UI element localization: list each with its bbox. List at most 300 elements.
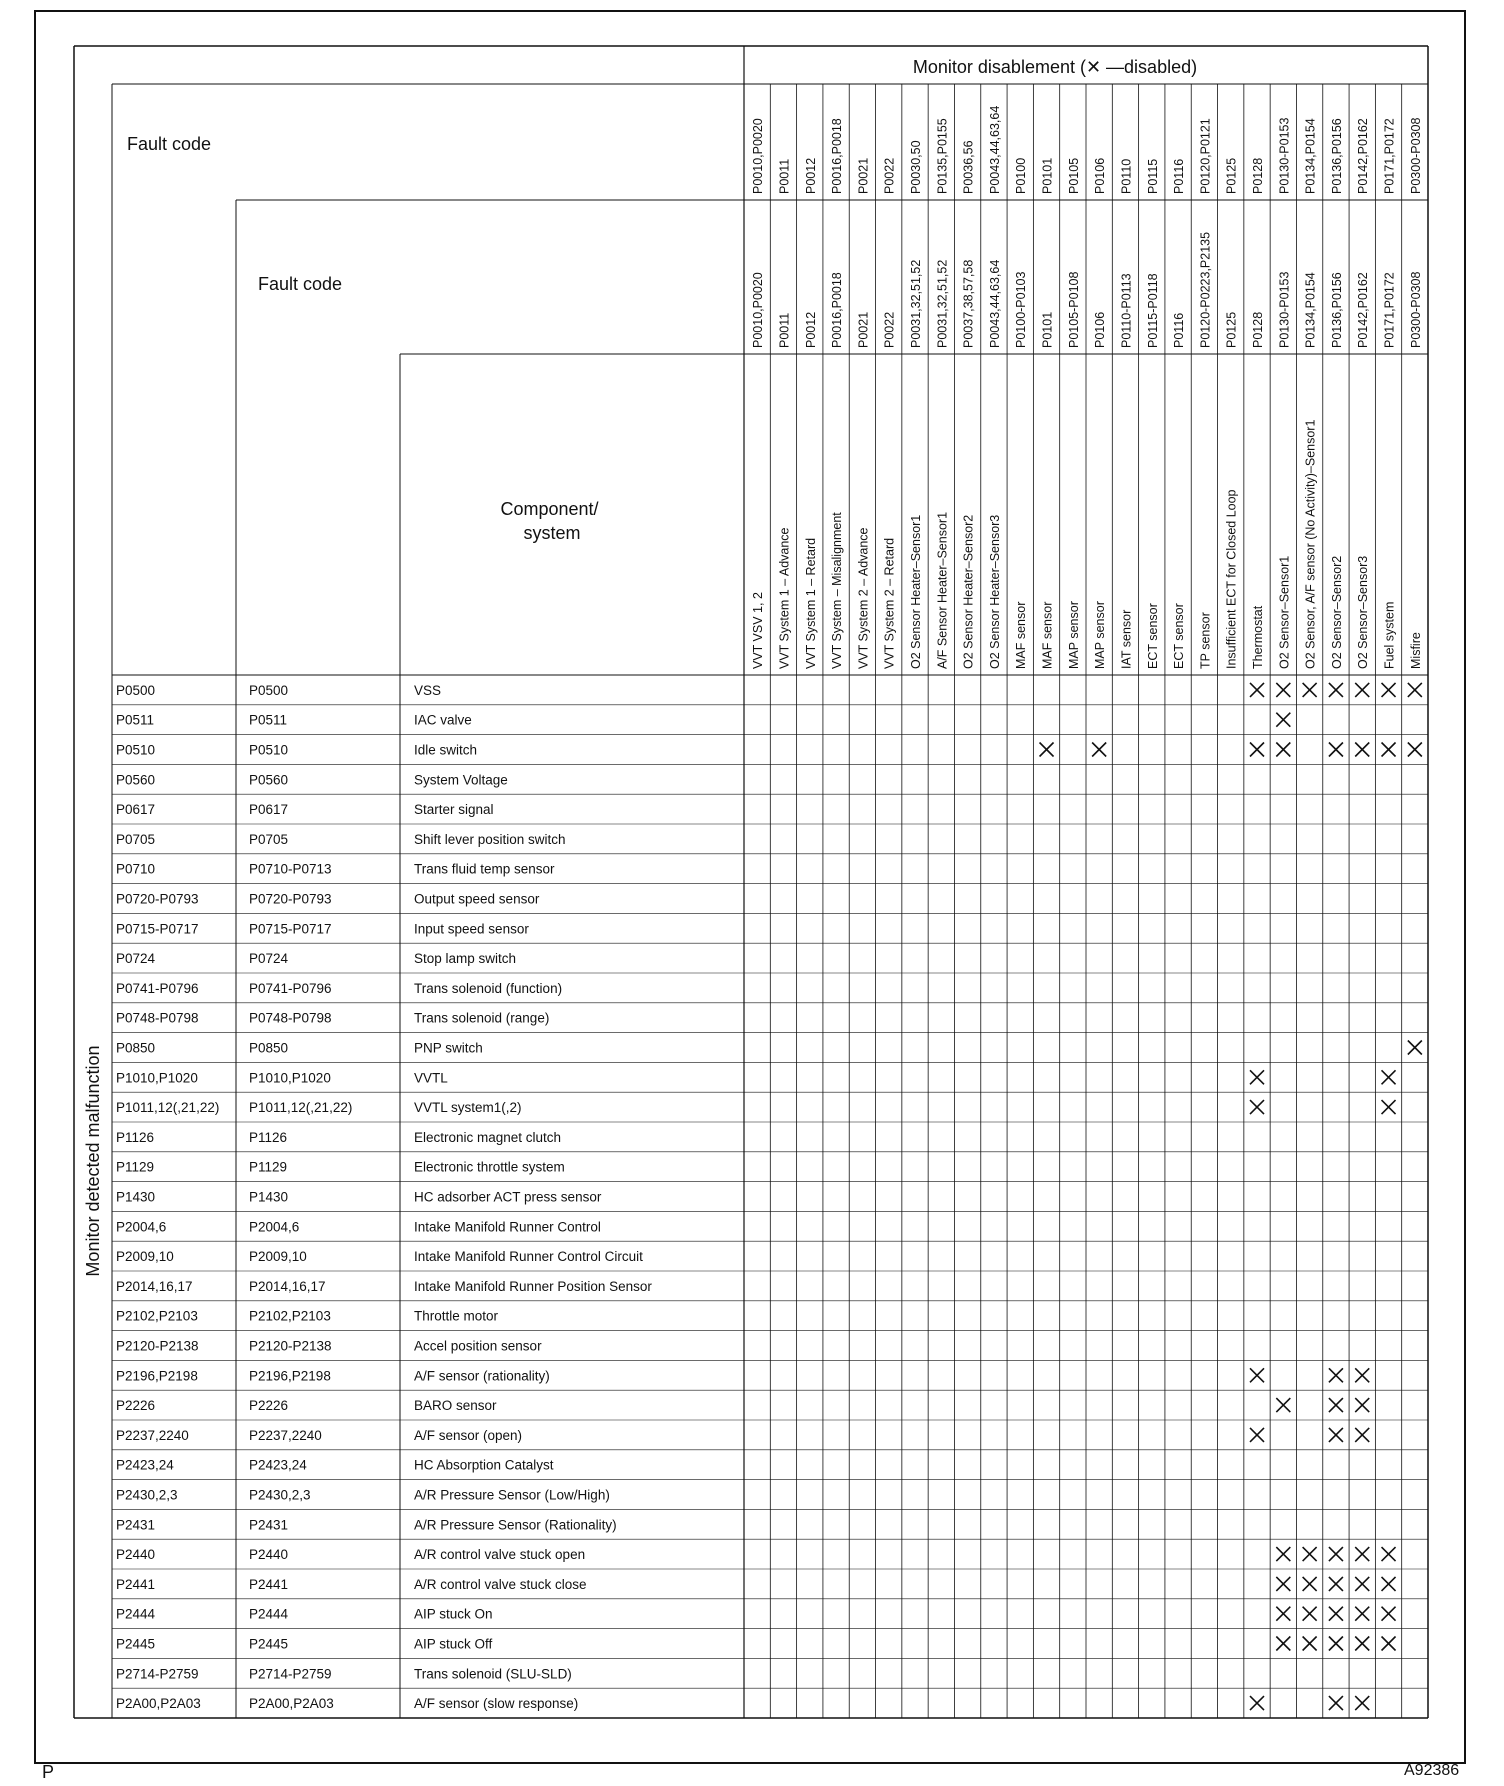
disabled-mark: [1329, 1368, 1343, 1382]
disabled-mark: [1329, 743, 1343, 757]
disabled-mark: [1355, 1637, 1369, 1651]
column-code: P0115: [1145, 158, 1160, 194]
column-component: A/F Sensor Heater–Sensor1: [935, 511, 950, 669]
disabled-mark: [1250, 1696, 1264, 1710]
table-row: [116, 772, 508, 787]
table-row: [116, 892, 540, 907]
column-code-range: P0134,P0154: [1303, 272, 1318, 348]
disabled-mark: [1329, 1428, 1343, 1442]
column-component: O2 Sensor Heater–Sensor1: [909, 514, 923, 669]
table-row: [116, 1190, 602, 1205]
table-row: [116, 1249, 643, 1264]
column-code-range: P0128: [1251, 311, 1265, 348]
row-fault-code: P0510: [116, 742, 156, 758]
row-fault-code: P2226: [116, 1398, 156, 1414]
row-fault-code-range: P0741-P0796: [249, 980, 332, 996]
column-code-range: P0115-P0118: [1145, 273, 1160, 348]
table-row: [116, 1458, 554, 1473]
disabled-mark: [1276, 1577, 1290, 1591]
row-component: Electronic throttle system: [414, 1159, 565, 1175]
row-fault-code: P0500: [116, 682, 156, 698]
column-component: Misfire: [1408, 632, 1423, 669]
column-component: Fuel system: [1382, 601, 1397, 669]
row-component: A/R control valve stuck open: [414, 1547, 586, 1563]
column-code-range: P0125: [1224, 311, 1239, 348]
row-fault-code-range: P1430: [249, 1189, 289, 1205]
table-row: [116, 1130, 561, 1145]
column-component: O2 Sensor Heater–Sensor3: [987, 514, 1002, 669]
column-header: [1119, 159, 1133, 669]
table-rows: [116, 683, 1422, 1711]
row-component: Trans solenoid (SLU-SLD): [414, 1666, 572, 1682]
column-code-range: P0142,P0162: [1356, 272, 1371, 348]
disabled-mark: [1276, 1607, 1290, 1621]
row-fault-code: P2A00,P2A03: [116, 1696, 201, 1712]
disabled-mark: [1382, 1607, 1396, 1621]
column-code: P0101: [1040, 157, 1055, 194]
disabled-mark: [1329, 1547, 1343, 1561]
table-row: [116, 1428, 1369, 1443]
column-code-range: P0106: [1093, 311, 1108, 348]
row-fault-code: P2014,16,17: [116, 1278, 193, 1294]
column-header: [1146, 159, 1160, 669]
figure-id: A92386: [1404, 1762, 1460, 1779]
row-component: A/F sensor (open): [414, 1427, 523, 1443]
row-fault-code-range: P2445: [249, 1636, 289, 1652]
row-fault-code-range: P2430,2,3: [249, 1487, 311, 1503]
disabled-mark: [1276, 1547, 1290, 1561]
disabled-mark: [1250, 1428, 1264, 1442]
column-component: MAP sensor: [1066, 601, 1081, 669]
column-header: [1041, 158, 1055, 669]
disabled-mark: [1329, 1637, 1343, 1651]
row-component: Intake Manifold Runner Control Circuit: [414, 1249, 643, 1265]
row-fault-code-range: P1129: [249, 1159, 288, 1175]
row-fault-code: P2120-P2138: [116, 1338, 199, 1354]
row-fault-code-range: P2004,6: [249, 1219, 300, 1235]
column-header: [1383, 118, 1397, 669]
row-fault-code: P2714-P2759: [116, 1666, 199, 1682]
column-code-range: P0101: [1040, 311, 1055, 348]
row-fault-code: P2102,P2103: [116, 1308, 198, 1324]
disabled-mark: [1382, 1577, 1396, 1591]
row-fault-code-range: P0510: [249, 742, 289, 758]
fault-code-header: Fault code: [127, 134, 212, 154]
column-code-range: P0120-P0223,P2135: [1198, 231, 1213, 348]
row-component: A/R Pressure Sensor (Rationality): [414, 1517, 617, 1533]
column-component: Insufficient ECT for Closed Loop: [1224, 489, 1239, 669]
disabled-mark: [1276, 1398, 1290, 1412]
row-fault-code: P0617: [116, 802, 156, 818]
disabled-mark: [1303, 683, 1317, 697]
disabled-mark: [1382, 683, 1396, 697]
row-fault-code-range: P0724: [249, 951, 289, 967]
row-component: Stop lamp switch: [414, 951, 517, 967]
row-fault-code-range: P0850: [249, 1040, 289, 1056]
column-code-range: P0016,P0018: [830, 272, 845, 348]
column-code-range: P0021: [856, 311, 871, 348]
row-fault-code: P2196,P2198: [116, 1368, 198, 1384]
row-fault-code: P2237,2240: [116, 1427, 189, 1443]
row-fault-code-range: P0511: [249, 712, 288, 728]
row-fault-code-range: P0617: [249, 802, 289, 818]
table-row: [116, 1666, 572, 1681]
row-fault-code: P2441: [116, 1576, 156, 1592]
column-code-range: P0037,38,57,58: [961, 259, 976, 348]
column-code-range: P0116: [1172, 312, 1187, 348]
column-code: P0125: [1224, 157, 1239, 194]
disabled-mark: [1276, 683, 1290, 697]
row-fault-code: P2009,10: [116, 1249, 174, 1265]
disabled-mark: [1355, 1398, 1369, 1412]
disabled-mark: [1303, 1547, 1317, 1561]
column-header: [1251, 158, 1265, 669]
column-component: ECT sensor: [1145, 603, 1160, 669]
disabled-mark: [1276, 1637, 1290, 1651]
row-fault-code: P0710: [116, 861, 156, 877]
row-component: AIP stuck Off: [414, 1636, 493, 1652]
row-component: Trans solenoid (range): [414, 1010, 550, 1026]
row-component: VVTL: [414, 1070, 448, 1086]
row-fault-code-range: P2A00,P2A03: [249, 1696, 334, 1712]
component-system-header: Component/ system: [500, 499, 599, 543]
column-header: [1330, 118, 1344, 669]
column-code: P0012: [803, 157, 818, 194]
column-component: ECT sensor: [1172, 603, 1187, 669]
disabled-mark: [1355, 1368, 1369, 1382]
row-fault-code: P0724: [116, 951, 156, 967]
column-component: O2 Sensor–Sensor3: [1356, 555, 1371, 669]
row-fault-code-range: P2441: [249, 1576, 289, 1592]
row-component: AIP stuck On: [414, 1606, 493, 1622]
column-header: [1172, 159, 1186, 669]
row-fault-code: P1430: [116, 1189, 156, 1205]
disabled-mark: [1382, 743, 1396, 757]
disabled-mark: [1408, 1041, 1422, 1055]
row-fault-code: P2440: [116, 1547, 156, 1563]
column-code-range: P0031,32,51,52: [935, 259, 950, 348]
row-fault-code-range: P0710-P0713: [249, 861, 332, 877]
table-row: [116, 1517, 617, 1532]
row-fault-code-range: P0705: [249, 831, 289, 847]
disabled-mark: [1382, 1547, 1396, 1561]
disabled-mark: [1355, 1696, 1369, 1710]
column-component: VVT VSV 1, 2: [751, 592, 766, 669]
disabled-mark: [1303, 1577, 1317, 1591]
row-fault-code-range: P2714-P2759: [249, 1666, 332, 1682]
row-component: A/F sensor (slow response): [414, 1696, 579, 1712]
table-row: [116, 743, 1422, 758]
row-component: IAC valve: [414, 712, 472, 728]
column-component: Thermostat: [1251, 605, 1265, 669]
column-headers: [751, 106, 1423, 669]
table-row: [116, 1488, 610, 1503]
row-fault-code: P0715-P0717: [116, 921, 199, 937]
column-code-range: P0031,32,51,52: [909, 259, 923, 348]
table-row: [116, 1637, 1396, 1652]
column-component: MAF sensor: [1014, 601, 1029, 669]
table-row: [116, 1368, 1369, 1383]
column-code-range: P0012: [803, 311, 818, 348]
table-row: [116, 1070, 1396, 1085]
row-fault-code: P0720-P0793: [116, 891, 199, 907]
disabled-mark: [1250, 683, 1264, 697]
column-header: [777, 159, 791, 669]
page-letter: P: [42, 1762, 55, 1782]
column-code-range: P0011: [777, 312, 792, 348]
row-component: Trans fluid temp sensor: [414, 861, 555, 877]
disabled-mark: [1303, 1637, 1317, 1651]
row-component: Starter signal: [414, 802, 494, 818]
row-fault-code: P2430,2,3: [116, 1487, 178, 1503]
row-fault-code-range: P2196,P2198: [249, 1368, 331, 1384]
column-component: O2 Sensor, A/F sensor (No Activity)–Sensor1: [1303, 419, 1318, 669]
column-header: [1356, 118, 1370, 669]
table-row: [116, 1339, 542, 1354]
column-header: [1093, 158, 1107, 669]
disabled-mark: [1382, 1637, 1396, 1651]
row-component: Output speed sensor: [414, 891, 540, 907]
column-component: TP sensor: [1198, 612, 1213, 669]
disabled-mark: [1092, 743, 1106, 757]
disabled-mark: [1408, 683, 1422, 697]
column-header: [988, 106, 1002, 669]
row-component: System Voltage: [414, 772, 508, 788]
column-code: P0100: [1014, 157, 1029, 194]
row-component: A/R control valve stuck close: [414, 1576, 587, 1592]
row-fault-code: P1129: [116, 1159, 155, 1175]
column-code-range: P0300-P0308: [1408, 271, 1423, 348]
column-code: P0130-P0153: [1277, 117, 1292, 194]
column-code-range: P0100-P0103: [1014, 271, 1029, 348]
row-component: Intake Manifold Runner Control: [414, 1219, 601, 1235]
disabled-mark: [1355, 1428, 1369, 1442]
table-row: [116, 1279, 652, 1294]
disabled-mark: [1355, 743, 1369, 757]
table-row: [116, 981, 562, 996]
column-code-range: P0010,P0020: [751, 272, 766, 348]
row-fault-code: P2431: [116, 1517, 156, 1533]
disabled-mark: [1355, 1547, 1369, 1561]
column-header: [883, 158, 897, 669]
column-code: P0128: [1251, 157, 1265, 194]
column-code: P0011: [777, 158, 792, 194]
table-row: [116, 1100, 1396, 1115]
row-component: VVTL system1(,2): [414, 1100, 522, 1116]
disabled-mark: [1250, 743, 1264, 757]
row-fault-code: P0511: [116, 712, 155, 728]
disabled-mark: [1276, 713, 1290, 727]
table-row: [116, 921, 529, 936]
table-row: [116, 802, 494, 817]
row-fault-code: P0705: [116, 831, 156, 847]
disabled-mark: [1329, 1577, 1343, 1591]
disabled-mark: [1355, 1577, 1369, 1591]
table-row: [116, 832, 566, 847]
column-header: [909, 140, 923, 669]
column-component: O2 Sensor–Sensor1: [1277, 555, 1292, 669]
table-row: [116, 1398, 1369, 1413]
column-header: [962, 140, 976, 669]
row-fault-code-range: P0748-P0798: [249, 1010, 332, 1026]
column-header: [1014, 158, 1028, 669]
column-code: P0120,P0121: [1198, 118, 1213, 194]
disabled-mark: [1355, 683, 1369, 697]
row-fault-code: P2004,6: [116, 1219, 167, 1235]
disabled-mark: [1250, 1100, 1264, 1114]
table-row: [116, 1160, 565, 1175]
column-header: [1067, 158, 1081, 669]
column-code: P0105: [1066, 157, 1081, 194]
column-code: P0171,P0172: [1382, 118, 1397, 194]
column-code: P0030,50: [909, 140, 923, 194]
table-title: Monitor disablement (✕ —disabled): [912, 57, 1198, 77]
column-component: VVT System 2 – Advance: [856, 527, 871, 669]
row-fault-code-range: P2226: [249, 1398, 289, 1414]
row-fault-code: P0748-P0798: [116, 1010, 199, 1026]
column-code: P0300-P0308: [1408, 117, 1423, 194]
row-fault-code-range: P2009,10: [249, 1249, 307, 1265]
column-code-range: P0110-P0113: [1119, 273, 1134, 348]
column-code: P0016,P0018: [830, 118, 845, 194]
row-fault-code: P2423,24: [116, 1457, 174, 1473]
column-component: VVT System 1 – Advance: [777, 527, 792, 669]
column-code-range: P0022: [882, 311, 897, 348]
row-fault-code-range: P2014,16,17: [249, 1278, 326, 1294]
column-component: O2 Sensor–Sensor2: [1329, 555, 1344, 669]
row-fault-code: P0741-P0796: [116, 980, 199, 996]
column-code: P0010,P0020: [751, 118, 766, 194]
row-fault-code-range: P2102,P2103: [249, 1308, 331, 1324]
column-code-range: P0171,P0172: [1382, 272, 1397, 348]
row-component: HC adsorber ACT press sensor: [414, 1189, 602, 1205]
row-component: Idle switch: [414, 742, 478, 758]
column-code: P0116: [1172, 158, 1187, 194]
column-code: P0136,P0156: [1329, 118, 1344, 194]
disabled-mark: [1329, 1607, 1343, 1621]
column-component: MAF sensor: [1040, 601, 1055, 669]
row-fault-code: P0850: [116, 1040, 156, 1056]
row-component: Shift lever position switch: [414, 831, 566, 847]
row-fault-code-range: P0715-P0717: [249, 921, 332, 937]
column-code: P0110: [1119, 158, 1134, 194]
column-header: [856, 158, 870, 669]
column-code-range: P0136,P0156: [1329, 272, 1344, 348]
column-code: P0043,44,63,64: [987, 105, 1002, 194]
disabled-mark: [1329, 1398, 1343, 1412]
disabled-mark: [1329, 683, 1343, 697]
row-component: VSS: [414, 682, 442, 698]
disabled-mark: [1329, 1696, 1343, 1710]
row-fault-code-range: P2423,24: [249, 1457, 307, 1473]
row-fault-code-range: P0500: [249, 682, 289, 698]
table-row: [116, 862, 555, 877]
row-fault-code: P0560: [116, 772, 156, 788]
table-row: [116, 1041, 1422, 1056]
disabled-mark: [1355, 1607, 1369, 1621]
column-code-range: P0105-P0108: [1066, 271, 1081, 348]
row-component: PNP switch: [414, 1040, 483, 1056]
column-header: [1225, 158, 1239, 669]
row-component: Electronic magnet clutch: [414, 1129, 562, 1145]
row-fault-code-range: P2120-P2138: [249, 1338, 332, 1354]
disabled-mark: [1276, 743, 1290, 757]
column-header: [1304, 118, 1318, 669]
row-fault-code-range: P1126: [249, 1129, 288, 1145]
table-row: [116, 951, 516, 966]
disabled-mark: [1040, 743, 1054, 757]
column-code: P0021: [856, 157, 871, 194]
column-code: P0036,56: [961, 140, 976, 194]
row-component: HC Absorption Catalyst: [414, 1457, 554, 1473]
row-component: BARO sensor: [414, 1398, 497, 1414]
table-row: [116, 1577, 1396, 1592]
table-row: [116, 1219, 601, 1234]
column-header: [804, 158, 818, 669]
table-row: [116, 713, 1290, 728]
column-code: P0134,P0154: [1303, 118, 1318, 194]
column-header: [935, 118, 949, 669]
row-component: A/F sensor (rationality): [414, 1368, 550, 1384]
row-fault-code: P1126: [116, 1129, 155, 1145]
row-fault-code-range: P1010,P1020: [249, 1070, 331, 1086]
table-row: [116, 1547, 1396, 1562]
table-row: [116, 1696, 1369, 1711]
column-component: VVT System 1 – Retard: [803, 537, 818, 669]
row-component: Input speed sensor: [414, 921, 529, 937]
column-code: P0142,P0162: [1356, 118, 1371, 194]
table-row: [116, 1607, 1396, 1622]
row-fault-code: P1010,P1020: [116, 1070, 198, 1086]
table-row: [116, 1309, 499, 1324]
row-component: Trans solenoid (function): [414, 980, 563, 996]
column-component: MAP sensor: [1093, 601, 1108, 669]
row-component: A/R Pressure Sensor (Low/High): [414, 1487, 610, 1503]
column-code: P0106: [1093, 157, 1108, 194]
row-component: Accel position sensor: [414, 1338, 542, 1354]
row-fault-code-range: P2431: [249, 1517, 289, 1533]
row-fault-code-range: P0560: [249, 772, 289, 788]
disabled-mark: [1303, 1607, 1317, 1621]
row-component: Throttle motor: [414, 1308, 499, 1324]
column-header: [1198, 118, 1212, 669]
row-group-label: Monitor detected malfunction: [83, 1045, 103, 1277]
column-header: [830, 118, 844, 669]
disabled-mark: [1382, 1070, 1396, 1084]
column-component: IAT sensor: [1119, 609, 1134, 669]
column-code-range: P0130-P0153: [1277, 271, 1292, 348]
row-fault-code: P2445: [116, 1636, 156, 1652]
row-fault-code-range: P2440: [249, 1547, 289, 1563]
table-row: [116, 1011, 549, 1026]
column-code: P0022: [882, 157, 897, 194]
disabled-mark: [1408, 743, 1422, 757]
disabled-mark: [1382, 1100, 1396, 1114]
column-component: VVT System – Misalignment: [830, 512, 845, 669]
row-fault-code-range: P0720-P0793: [249, 891, 332, 907]
column-header: [751, 118, 765, 669]
column-code: P0135,P0155: [935, 118, 950, 194]
disabled-mark: [1250, 1070, 1264, 1084]
row-fault-code-range: P1011,12(,21,22): [249, 1100, 353, 1116]
row-fault-code: P2444: [116, 1606, 156, 1622]
row-fault-code-range: P2237,2240: [249, 1427, 322, 1443]
row-fault-code: P1011,12(,21,22): [116, 1100, 220, 1116]
row-fault-code-range: P2444: [249, 1606, 289, 1622]
table-row: [116, 683, 1422, 698]
column-code-range: P0043,44,63,64: [987, 259, 1002, 348]
column-component: VVT System 2 – Retard: [882, 537, 897, 669]
